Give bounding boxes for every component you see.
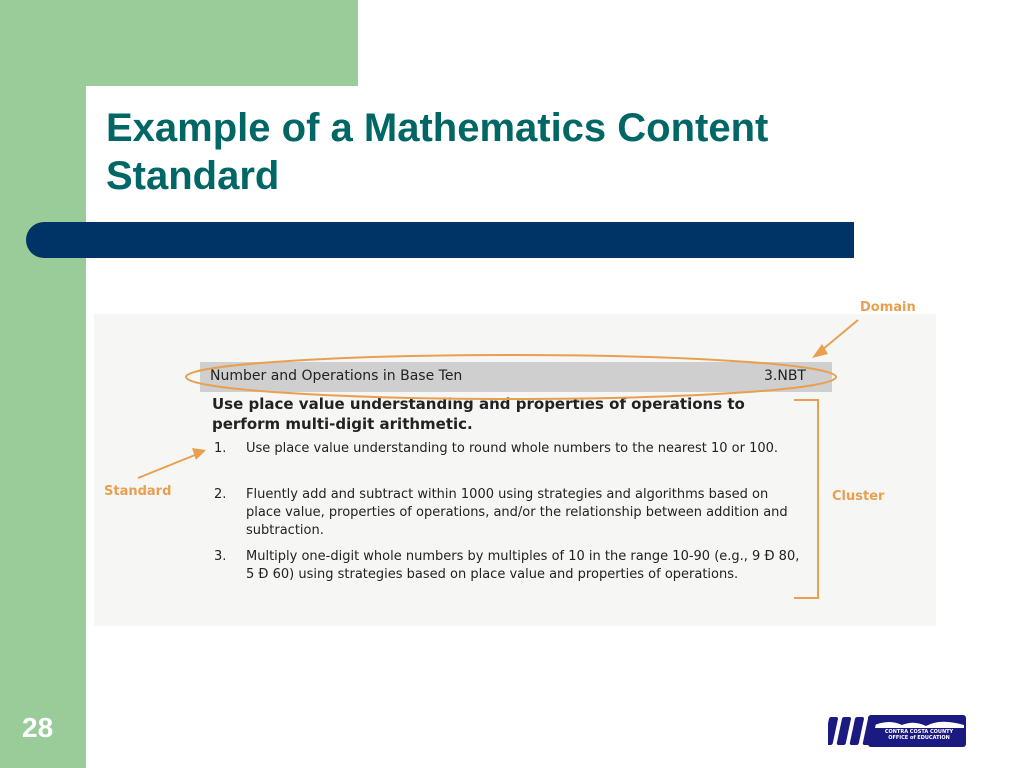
logo-text: [876, 729, 962, 741]
standard-text: Use place value understanding to round whole numbers to the nearest 10 or 100.: [246, 441, 779, 456]
standard-text: Multiply one-digit whole numbers by multiples of 10 in the range 10-90 (e.g., 9 Ð 80, 5 Ð 60) using strategies based on place value and properties of operations.: [246, 549, 800, 582]
standard-arrowhead: [192, 448, 206, 460]
slide-number: 28: [22, 712, 54, 743]
logo-line-2: OFFICE of EDUCATION: [888, 735, 950, 741]
standard-number: 3.: [214, 549, 227, 564]
standard-number: 1.: [214, 441, 227, 456]
cluster-bracket: [794, 400, 818, 598]
domain-highlight-ellipse: [186, 355, 836, 399]
domain-code: 3.NBT: [764, 368, 806, 384]
standard-text: Fluently add and subtract within 1000 using strategies and algorithms based on place value, properties of operations, and/or the relationship between addition and subtraction.: [246, 487, 788, 538]
slide-title: Example of a Mathematics Content Standard: [106, 106, 769, 198]
standard-arrow: [138, 453, 200, 478]
standard-callout: Standard: [104, 484, 172, 499]
domain-name: Number and Operations in Base Ten: [210, 368, 463, 384]
cluster-heading: Use place value understanding and properties of operations to perform multi-digit arithmetic.: [212, 395, 745, 433]
logo-line-1: CONTRA COSTA COUNTY: [884, 729, 954, 735]
cluster-callout: Cluster: [832, 489, 885, 504]
domain-callout: Domain: [860, 300, 916, 315]
standard-number: 2.: [214, 487, 227, 502]
